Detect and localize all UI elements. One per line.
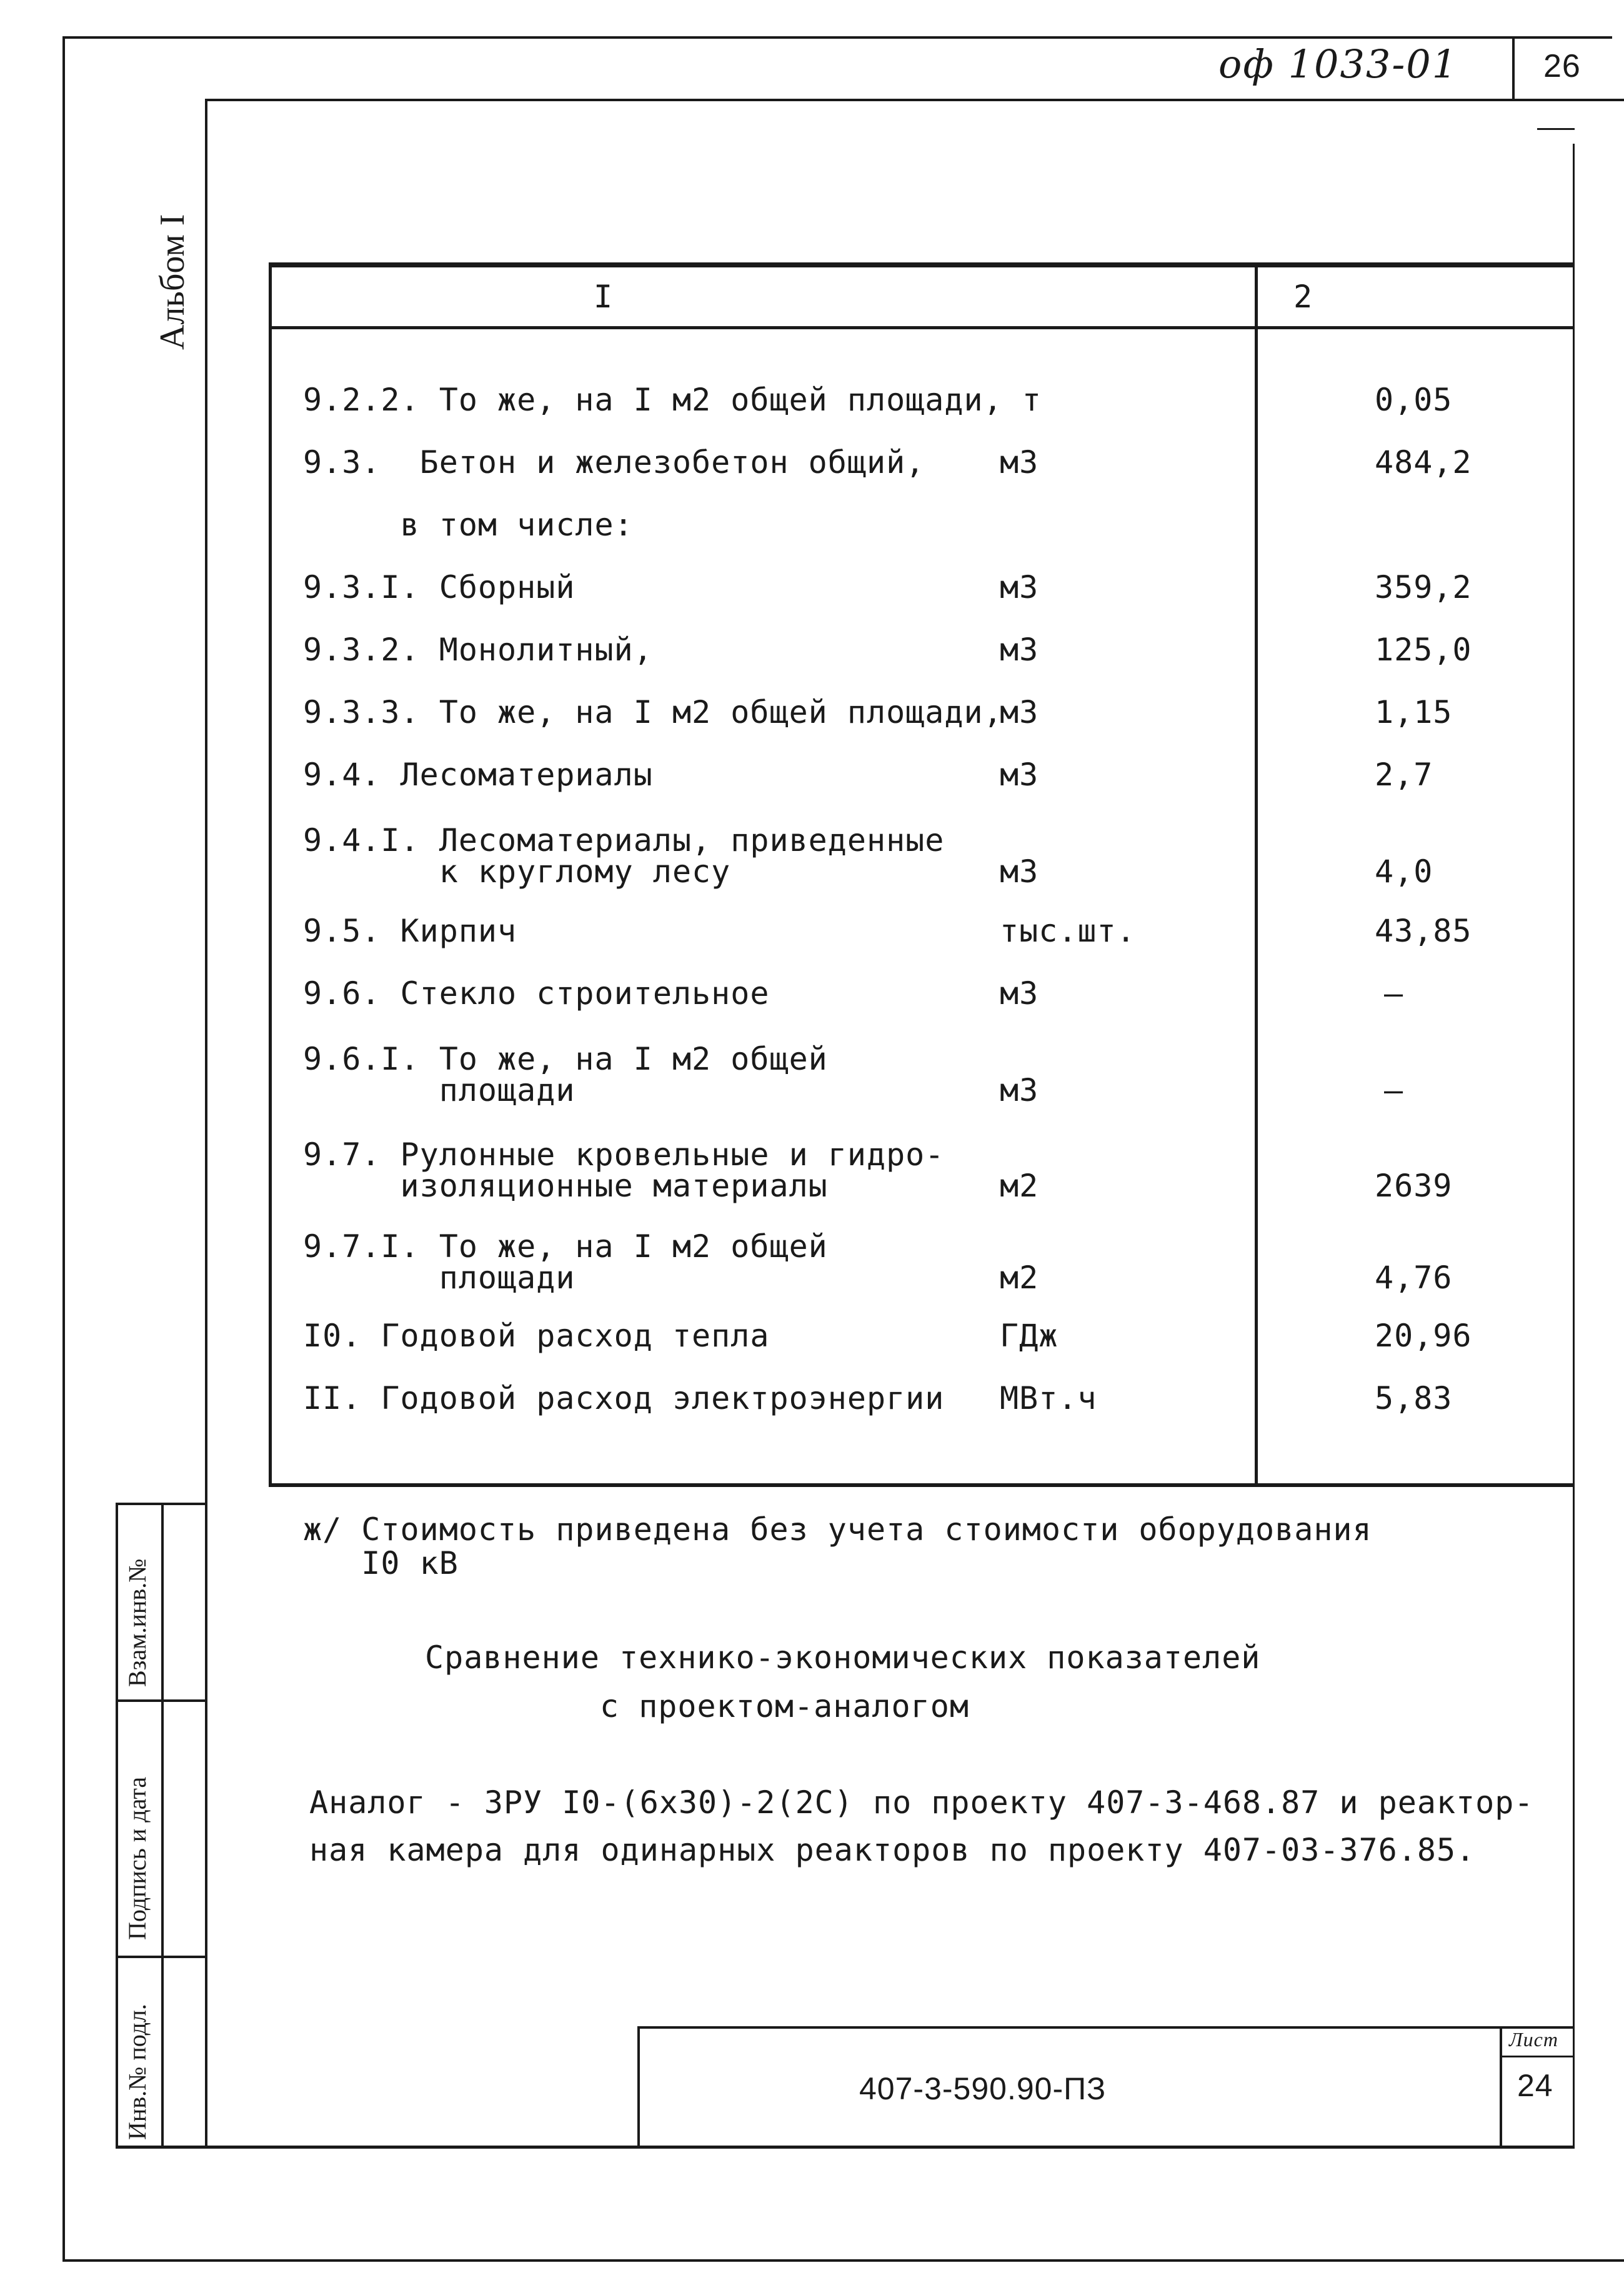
table-row-value: 359,2 (1375, 569, 1472, 605)
table-row-name: изоляционные материалы (303, 1168, 828, 1204)
table-row-unit: м3 (1000, 569, 1039, 605)
title-block-sheet-divider (1500, 2026, 1502, 2148)
footnote-line1: ж/ Стоимость приведена без учета стоимости оборудования (303, 1511, 1372, 1548)
table-header-col1: I (594, 279, 614, 315)
side-stamp-sep1 (116, 1699, 207, 1702)
table-row-value: 20,96 (1375, 1318, 1472, 1354)
table-row-value: 4,76 (1375, 1260, 1453, 1296)
sheet-number: 24 (1517, 2068, 1553, 2103)
table-row-name: 9.3.2. Монолитный, (303, 632, 653, 668)
comparison-title-line1: Сравнение технико-экономических показателей (425, 1639, 1261, 1676)
table-row-unit: м3 (1000, 853, 1039, 890)
table-row-value: 125,0 (1375, 632, 1472, 668)
table-row-unit: м3 (1000, 444, 1039, 480)
table-row-name: 9.4.I. Лесоматериалы, приведенные (303, 822, 945, 858)
document-code-handwritten: оф 1033-01 (1218, 41, 1458, 87)
table-row-unit: ГДж (1000, 1318, 1059, 1354)
table-row-unit: м2 (1000, 1168, 1039, 1204)
analog-paragraph-line1: Аналог - ЗРУ I0-(6х30)-2(2С) по проекту 407-3-468.87 и реактор- (309, 1784, 1534, 1821)
table-row-name: 9.2.2. То же, на I м2 общей площади, т (303, 382, 1042, 418)
table-row-unit: тыс.шт. (1000, 913, 1136, 949)
table-row-name: 9.7. Рулонные кровельные и гидро- (303, 1137, 945, 1173)
side-stamp-sep2 (116, 1956, 207, 1958)
table-row-unit: м2 (1000, 1260, 1039, 1296)
table-row-unit: м3 (1000, 757, 1039, 793)
title-block-left (637, 2026, 640, 2148)
table-row-name: 9.5. Кирпич (303, 913, 517, 949)
side-label-original-inv: Инв.№ подл. (123, 2004, 151, 2140)
side-stamp-left (116, 1503, 118, 2148)
table-row-value: — (1384, 1072, 1404, 1108)
table-row-value: 2,7 (1375, 757, 1433, 793)
table-row-name: 9.6.I. То же, на I м2 общей (303, 1041, 828, 1077)
table-row-value: 4,0 (1375, 853, 1433, 890)
table-row-value: 1,15 (1375, 694, 1453, 730)
table-row-name: площади (303, 1260, 575, 1296)
table-row-value: 43,85 (1375, 913, 1472, 949)
table-row-name: II. Годовой расход электроэнергии (303, 1380, 945, 1416)
table-row-value: 5,83 (1375, 1380, 1453, 1416)
footnote-line2: I0 кВ (303, 1545, 459, 1581)
table-row-name: в том числе: (303, 507, 634, 543)
table-row-name: 9.6. Стекло строительное (303, 975, 770, 1012)
table-row-unit: м3 (1000, 632, 1039, 668)
table-row-value: 484,2 (1375, 444, 1472, 480)
table-header-col2: 2 (1293, 279, 1313, 315)
table-row-name: 9.3.3. То же, на I м2 общей площади, (303, 694, 1003, 730)
table-row-name: I0. Годовой расход тепла (303, 1318, 770, 1354)
table-row-name: 9.3. Бетон и железобетон общий, (303, 444, 925, 480)
side-label-replacement-inv: Взам.инв.№ (123, 1558, 151, 1687)
side-stamp-mid (161, 1503, 164, 2148)
table-row-value: — (1384, 975, 1404, 1012)
table-row-unit: МВт.ч (1000, 1380, 1097, 1416)
table-row-unit: м3 (1000, 975, 1039, 1012)
document-designation: 407-3-590.90-ПЗ (859, 2071, 1107, 2106)
table-row-name: 9.3.I. Сборный (303, 569, 575, 605)
title-block-sheet-label-line (1500, 2056, 1575, 2057)
analog-paragraph-line2: ная камера для одинарных реакторов по проекту 407-03-376.85. (309, 1832, 1476, 1868)
table-row-unit: м3 (1000, 1072, 1039, 1108)
table-row-name: 9.4. Лесоматериалы (303, 757, 653, 793)
title-block-top (637, 2026, 1575, 2029)
table-row-name: к круглому лесу (303, 853, 731, 890)
table-row-name: площади (303, 1072, 575, 1108)
side-label-signature-date: Подпись и дата (123, 1776, 151, 1940)
table-row-value: 2639 (1375, 1168, 1453, 1204)
comparison-title-line2: с проектом-аналогом (600, 1688, 969, 1724)
table-row-value: 0,05 (1375, 382, 1453, 418)
table-row-name: 9.7.I. То же, на I м2 общей (303, 1228, 828, 1265)
sheet-label: Лист (1509, 2028, 1558, 2051)
album-label: Альбом I (153, 214, 192, 350)
page-number: 26 (1543, 48, 1581, 84)
side-stamp-top (116, 1503, 207, 1505)
table-row-unit: м3 (1000, 694, 1039, 730)
